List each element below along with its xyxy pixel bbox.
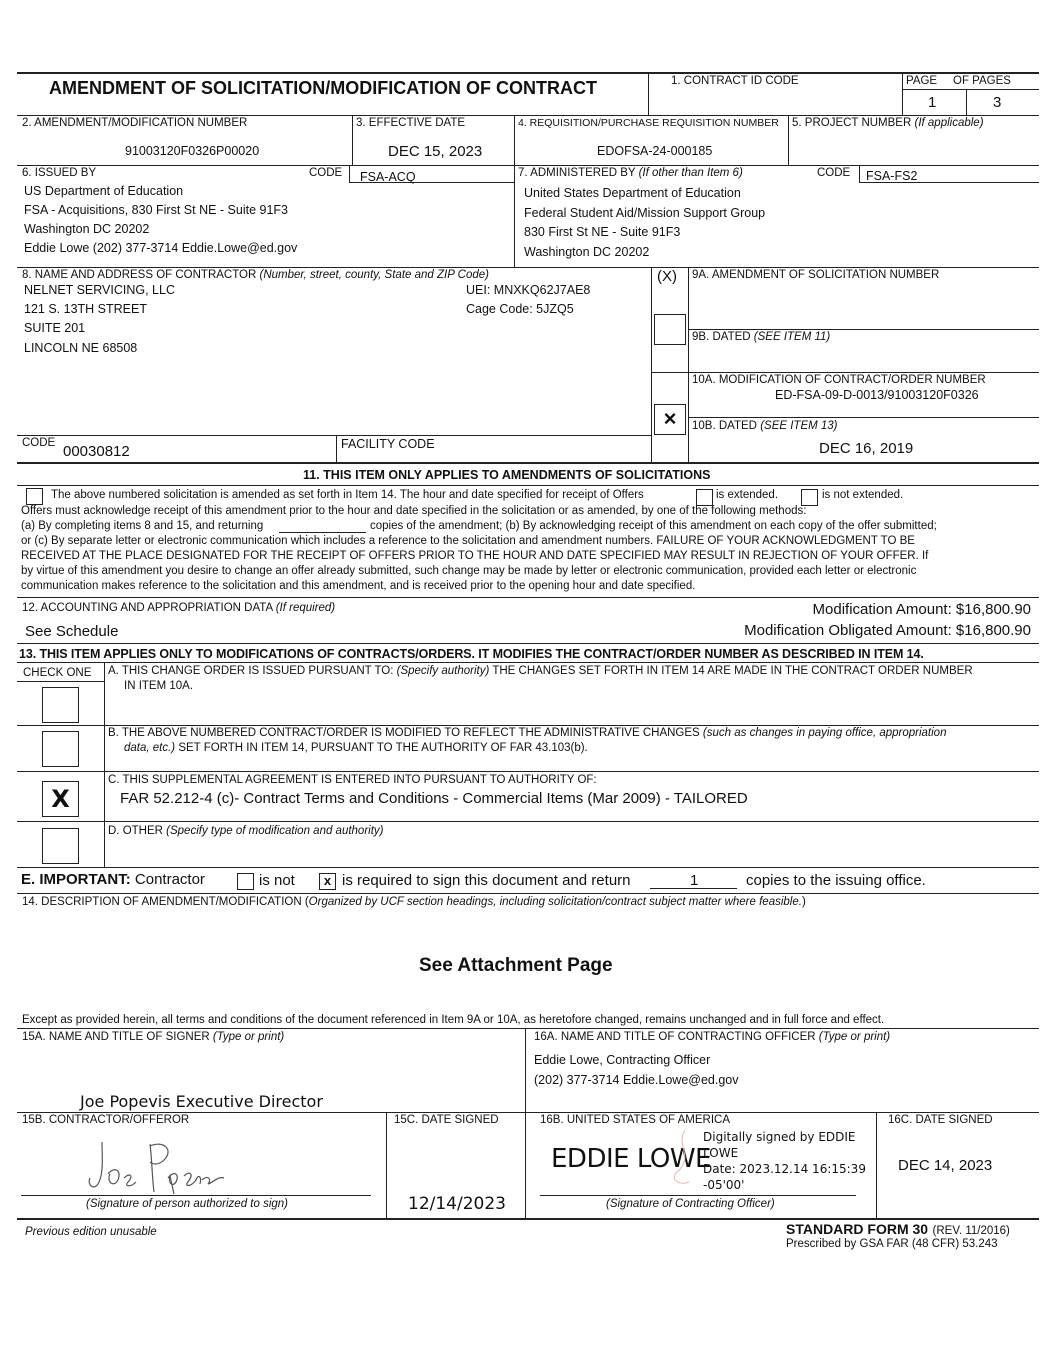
total-pages: 3 <box>993 94 1002 111</box>
copies-blank <box>279 532 366 533</box>
project-number-label: 5. PROJECT NUMBER <box>792 117 912 129</box>
contractor-line: NELNET SERVICING, LLC <box>24 283 175 297</box>
administered-code: FSA-FS2 <box>866 169 918 183</box>
form-title: AMENDMENT OF SOLICITATION/MODIFICATION OF CONTRACT <box>49 78 597 98</box>
accounting-value: See Schedule <box>25 623 119 640</box>
divider <box>688 267 689 463</box>
modification-contract-label: 10A. MODIFICATION OF CONTRACT/ORDER NUMBER <box>692 374 986 386</box>
description-note: Organized by UCF section headings, including solicitation/contract subject matter where feasible. <box>308 896 802 908</box>
effective-date-label: 3. EFFECTIVE DATE <box>356 117 466 129</box>
officer-name-label: 16A. NAME AND TITLE OF CONTRACTING OFFICER <box>534 1031 816 1043</box>
divider <box>17 435 651 436</box>
digital-signature-line: LOWE <box>703 1146 739 1160</box>
page-label: PAGE <box>906 75 938 87</box>
contractor-offeror-label: 15B. CONTRACTOR/OFFEROR <box>22 1114 190 1126</box>
description-close: ) <box>801 896 806 908</box>
contractor-signature <box>84 1136 234 1196</box>
not-extended-label: is not extended. <box>822 489 904 501</box>
divider <box>17 485 1039 486</box>
divider <box>651 267 652 463</box>
divider <box>17 662 1039 663</box>
checkbox-13a[interactable] <box>42 687 79 723</box>
divider <box>17 893 1039 894</box>
requisition-label: 4. REQUISITION/PURCHASE REQUISITION NUMBER <box>518 117 779 129</box>
divider <box>788 115 789 165</box>
divider <box>17 462 1039 464</box>
item13b-note: (such as changes in paying office, appropriation <box>702 727 947 739</box>
united-states-label: 16B. UNITED STATES OF AMERICA <box>540 1114 730 1126</box>
divider <box>17 867 1039 868</box>
item11-line1: The above numbered solicitation is amended as set forth in Item 14. The hour and date specified for receipt of Offers <box>51 489 644 501</box>
administered-line: Washington DC 20202 <box>524 245 650 259</box>
checkbox-is-not[interactable] <box>237 873 254 890</box>
modification-obligated-amount: Modification Obligated Amount: $16,800.90 <box>744 622 1031 639</box>
item11-line7: communication makes reference to the solicitation and this amendment, and is received prior to the opening hour and date specified. <box>21 580 696 592</box>
facility-code-label: FACILITY CODE <box>341 437 435 451</box>
item11-line3b: copies of the amendment; (b) By acknowledging receipt of this amendment on each copy of the offer submitted; <box>370 520 937 532</box>
contractor-line: 121 S. 13TH STREET <box>24 302 147 316</box>
administered-line: Federal Student Aid/Mission Support Group <box>524 206 766 220</box>
administered-code-label: CODE <box>817 167 851 179</box>
divider <box>386 1112 387 1218</box>
dated-9b-label: 9B. DATED <box>692 331 751 343</box>
issued-code: FSA-ACQ <box>360 170 416 184</box>
officer-name-note: (Type or print) <box>818 1031 891 1043</box>
effective-date: DEC 15, 2023 <box>388 143 483 160</box>
officer-contact: (202) 377-3714 Eddie.Lowe@ed.gov <box>534 1073 739 1087</box>
issued-line: US Department of Education <box>24 184 184 198</box>
item13b-text: B. THE ABOVE NUMBERED CONTRACT/ORDER IS MODIFIED TO REFLECT THE ADMINISTRATIVE CHANGES <box>108 727 700 739</box>
digital-signature-line: Date: 2023.12.14 16:15:39 <box>703 1162 866 1176</box>
signature-line <box>21 1195 371 1196</box>
divider <box>17 643 1039 644</box>
see-attachment: See Attachment Page <box>419 955 613 976</box>
divider <box>17 267 1039 268</box>
divider <box>352 115 353 165</box>
signer-name: Joe Popevis Executive Director <box>80 1092 323 1111</box>
signer-name-note: (Type or print) <box>212 1031 285 1043</box>
divider <box>349 166 350 182</box>
digital-signature-line: Digitally signed by EDDIE <box>703 1130 856 1144</box>
digital-signature-stamp-icon <box>655 1126 705 1196</box>
item11-line4: or (c) By separate letter or electronic communication which includes a reference to the solicitation and amendment numbers. FAILURE OF YOUR ACKNOWLEDGMENT TO BE <box>21 535 915 547</box>
dated-9b-note: (SEE ITEM 11) <box>753 331 831 343</box>
item13a-line2: IN ITEM 10A. <box>124 680 194 692</box>
contractor-word: Contractor <box>134 871 205 888</box>
item11-line3a: (a) By completing items 8 and 15, and returning <box>21 520 264 532</box>
contractor-uei: UEI: MNXKQ62J7AE8 <box>466 283 591 297</box>
modification-amount: Modification Amount: $16,800.90 <box>812 601 1031 618</box>
copies-count: 1 <box>690 872 699 889</box>
divider <box>876 1112 877 1218</box>
project-number-note: (If applicable) <box>914 117 984 129</box>
checkbox-not-extended[interactable] <box>801 489 818 506</box>
contractor-line: LINCOLN NE 68508 <box>24 341 138 355</box>
divider <box>688 329 1039 330</box>
issued-line: Washington DC 20202 <box>24 222 150 236</box>
issued-code-label: CODE <box>309 167 343 179</box>
checkbox-10a[interactable]: × <box>654 404 686 435</box>
copies-tail: copies to the issuing office. <box>746 872 926 889</box>
item13d-text: D. OTHER <box>108 825 163 837</box>
check-one-label: CHECK ONE <box>23 667 92 679</box>
administered-note: (If other than Item 6) <box>638 167 743 179</box>
administered-label: 7. ADMINISTERED BY <box>518 167 636 179</box>
contractor-code: 00030812 <box>63 443 130 460</box>
item13a-note: (Specify authority) <box>396 665 490 677</box>
contractor-note: (Number, street, county, State and ZIP Code) <box>259 269 489 281</box>
divider <box>17 681 104 682</box>
divider <box>17 115 1039 116</box>
officer-signature-line <box>540 1195 856 1196</box>
dated-10b-value: DEC 16, 2019 <box>819 440 914 457</box>
officer-signature-caption: (Signature of Contracting Officer) <box>606 1198 775 1210</box>
divider <box>17 1028 1039 1029</box>
is-required-label: is required to sign this document and return <box>342 872 631 889</box>
checkbox-is-required[interactable]: x <box>319 873 336 890</box>
item13d-note: (Specify type of modification and authority) <box>166 825 384 837</box>
form-number: STANDARD FORM 30 <box>786 1221 929 1237</box>
contractor-cage: Cage Code: 5JZQ5 <box>466 302 574 316</box>
accounting-note: (If required) <box>275 602 336 614</box>
item11-title: 11. THIS ITEM ONLY APPLIES TO AMENDMENTS OF SOLICITATIONS <box>303 468 711 482</box>
divider <box>966 89 967 115</box>
item13b-rest: SET FORTH IN ITEM 14, PURSUANT TO THE AUTHORITY OF FAR 43.103(b). <box>178 742 588 754</box>
x-column-label: (X) <box>657 268 677 285</box>
divider <box>336 435 337 463</box>
form-revision: (REV. 11/2016) <box>932 1225 1010 1237</box>
contract-id-label: 1. CONTRACT ID CODE <box>671 75 799 87</box>
date-signed-15c: 12/14/2023 <box>408 1194 506 1214</box>
officer-name: Eddie Lowe, Contracting Officer <box>534 1053 711 1067</box>
contractor-line: SUITE 201 <box>24 321 86 335</box>
divider <box>17 597 1039 598</box>
previous-edition-note: Previous edition unusable <box>25 1226 157 1238</box>
checkbox-13d[interactable] <box>42 828 79 864</box>
signature-caption: (Signature of person authorized to sign) <box>86 1198 289 1210</box>
administered-line: 830 First St NE - Suite 91F3 <box>524 225 681 239</box>
item13c-authority: FAR 52.212-4 (c)- Contract Terms and Conditions - Commercial Items (Mar 2009) - TAILORED <box>120 790 748 807</box>
item13b-note2: data, etc.) <box>124 742 176 754</box>
divider <box>859 166 860 182</box>
important-label: E. IMPORTANT: <box>21 871 131 888</box>
divider <box>525 1028 526 1218</box>
digital-signature-line: -05'00' <box>703 1178 745 1192</box>
modification-contract-number: ED-FSA-09-D-0013/91003120F0326 <box>775 388 979 402</box>
checkbox-extended[interactable] <box>696 489 713 506</box>
divider <box>17 771 1039 772</box>
administered-line: United States Department of Education <box>524 186 741 200</box>
amendment-number: 91003120F0326P00020 <box>125 144 260 158</box>
divider <box>902 73 903 115</box>
divider <box>902 89 1039 90</box>
divider <box>648 73 649 115</box>
date-signed-16c-label: 16C. DATE SIGNED <box>888 1114 993 1126</box>
divider <box>514 115 515 267</box>
date-signed-16c: DEC 14, 2023 <box>898 1157 993 1174</box>
requisition-number: EDOFSA-24-000185 <box>597 144 713 158</box>
item13a-text: A. THIS CHANGE ORDER IS ISSUED PURSUANT TO: <box>108 665 394 677</box>
divider <box>17 165 1039 166</box>
item13a-rest: THE CHANGES SET FORTH IN ITEM 14 ARE MADE IN THE CONTRACT ORDER NUMBER <box>492 665 973 677</box>
amendment-solicitation-label: 9A. AMENDMENT OF SOLICITATION NUMBER <box>692 269 940 281</box>
checkbox-solicitation-amended[interactable] <box>26 488 43 505</box>
divider <box>651 372 1039 373</box>
item11-line5: RECEIVED AT THE PLACE DESIGNATED FOR THE RECEIPT OF OFFERS PRIOR TO THE HOUR AND DATE SPECIFIED MAY RESULT IN REJECTION OF YOUR OFFER. If <box>21 550 929 562</box>
issued-by-label: 6. ISSUED BY <box>22 167 97 179</box>
contractor-label: 8. NAME AND ADDRESS OF CONTRACTOR <box>22 269 257 281</box>
contractor-code-label: CODE <box>22 437 56 449</box>
accounting-label: 12. ACCOUNTING AND APPROPRIATION DATA <box>22 602 273 614</box>
checkbox-13c[interactable]: X <box>42 781 79 817</box>
date-signed-15c-label: 15C. DATE SIGNED <box>394 1114 499 1126</box>
dated-10b-label: 10B. DATED <box>692 420 757 432</box>
item11-line6: by virtue of this amendment you desire to change an offer already submitted, such change may be made by letter or electronic communication, provided each letter or electronic <box>21 565 917 577</box>
divider <box>17 725 1039 726</box>
except-statement: Except as provided herein, all terms and conditions of the document referenced in Item 9A or 10A, as heretofore changed, remains unchanged and in full force and effect. <box>22 1014 885 1026</box>
officer-signature-name: EDDIE LOWE <box>551 1144 711 1174</box>
bottom-border <box>17 1218 1039 1220</box>
item11-line2: Offers must acknowledge receipt of this amendment prior to the hour and date specified in the solicitation or as amended, by one of the following methods: <box>21 505 807 517</box>
of-pages-label: OF PAGES <box>953 75 1011 87</box>
checkbox-9a[interactable] <box>654 314 686 345</box>
divider <box>104 662 105 867</box>
divider <box>17 1112 1039 1113</box>
signer-name-label: 15A. NAME AND TITLE OF SIGNER <box>22 1031 210 1043</box>
description-label: 14. DESCRIPTION OF AMENDMENT/MODIFICATION ( <box>22 896 309 908</box>
issued-line: Eddie Lowe (202) 377-3714 Eddie.Lowe@ed.gov <box>24 241 298 255</box>
item13c-text: C. THIS SUPPLEMENTAL AGREEMENT IS ENTERED INTO PURSUANT TO AUTHORITY OF: <box>108 774 597 786</box>
dated-10b-note: (SEE ITEM 13) <box>760 420 838 432</box>
divider <box>17 821 1039 822</box>
item13-title: 13. THIS ITEM APPLIES ONLY TO MODIFICATIONS OF CONTRACTS/ORDERS. IT MODIFIES THE CONTRACT/ORDER NUMBER AS DESCRIBED IN ITEM 14. <box>19 647 924 661</box>
prescribed-by: Prescribed by GSA FAR (48 CFR) 53.243 <box>786 1238 998 1250</box>
issued-line: FSA - Acquisitions, 830 First St NE - Suite 91F3 <box>24 203 288 217</box>
top-border <box>17 72 1039 74</box>
checkbox-13b[interactable] <box>42 731 79 767</box>
extended-label: is extended. <box>716 489 779 501</box>
page-number: 1 <box>928 94 937 111</box>
amendment-number-label: 2. AMENDMENT/MODIFICATION NUMBER <box>22 117 248 129</box>
divider <box>688 417 1039 418</box>
is-not-label: is not <box>259 872 295 889</box>
